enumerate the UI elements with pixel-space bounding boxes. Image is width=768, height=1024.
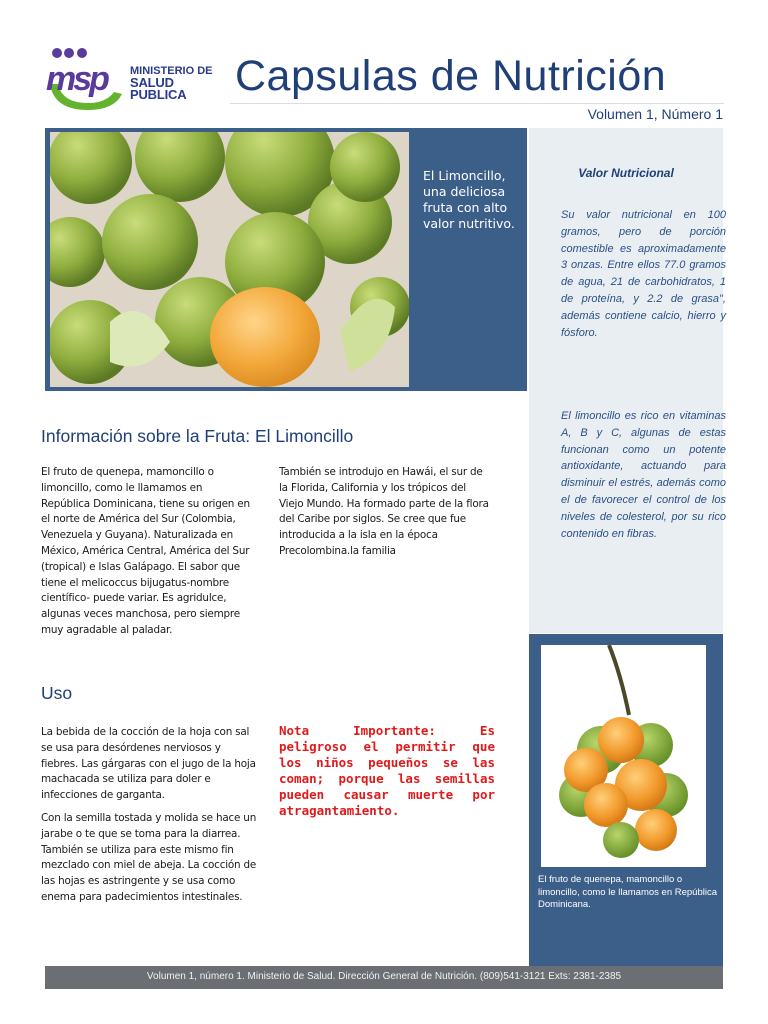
fruit-cluster-illustration bbox=[541, 645, 706, 867]
fruit-info-column-2: También se introdujo en Hawái, el sur de la Florida, California y los trópicos del Viejo Mundo. Ha formado parte de la flora del Caribe por siglos. Se cree que fue introducida a la isla en la época Precolombina.la familia bbox=[279, 466, 489, 557]
issue-number: Volumen 1, Número 1 bbox=[587, 106, 723, 122]
logo-line1: MINISTERIO DE bbox=[130, 65, 213, 77]
nutrition-paragraph: Su valor nutricional en 100 gramos, pero de porción comestible es aproximadamente 3 onzas. Entre ellos 77.0 gramos de agua, 21 de carbohidratos, 1 de proteína, y 2.2 de grasa", además contiene calcio, hierro y fósforo. bbox=[561, 209, 726, 339]
important-note: Nota Importante: Es peligroso el permitir que los niños pequeños se las coman; porque las semillas pueden causar muerte por atragantamiento. bbox=[279, 723, 495, 818]
msp-logo-icon bbox=[44, 46, 130, 112]
logo-letters: msp bbox=[46, 60, 107, 98]
section-title-uso: Uso bbox=[41, 683, 73, 703]
vitamins-paragraph: El limoncillo es rico en vitaminas A, B y C, algunas de estas funcionan como un potente antioxidante, actuando para disminuir el estrés, además como el de favorecer el control de los niveles de colesterol, por su rico contenido en fibras. bbox=[561, 410, 726, 540]
fruit-info-column-1: El fruto de quenepa, mamoncillo o limoncillo, como le llamamos en República Dominicana, tiene su origen en el norte de América del Sur (Colombia, Venezuela y Guyana). Naturalizada en México, América Central, América del Sur (tropical) e Islas Galápago. El sabor que tiene el melicoccus bijugatus-nombre científico- puede variar. Es agridulce, algunas veces manchosa, pero siempre muy agradable al paladar. bbox=[41, 466, 250, 636]
header-rule bbox=[230, 103, 724, 104]
footer-bar bbox=[45, 966, 723, 989]
limoncillo-fruit-photo bbox=[50, 132, 409, 387]
page-title: Capsulas de Nutrición bbox=[235, 52, 667, 100]
fruit-photo-panel bbox=[529, 634, 723, 966]
uso-paragraph-1: La bebida de la cocción de la hoja con sal se usa para desórdenes nerviosos y fiebres. Las gárgaras con el jugo de la hoja machacada se utiliza para doler e infecciones de garganta. bbox=[41, 726, 256, 802]
footer-text: Volumen 1, número 1. Ministerio de Salud. Dirección General de Nutrición. (809)541-3121 Exts: 2381-2385 bbox=[146, 971, 622, 982]
section-title-fruit-info: Información sobre la Fruta: El Limoncillo bbox=[41, 426, 354, 446]
logo-line2: SALUD PUBLICA bbox=[130, 75, 187, 102]
hero-panel bbox=[45, 128, 527, 391]
hero-caption: El Limoncillo, una deliciosa fruta con alto valor nutritivo. bbox=[423, 168, 515, 231]
fruit-illustration bbox=[50, 132, 409, 387]
nutrition-sidebar bbox=[529, 128, 726, 633]
photo-caption: El fruto de quenepa, mamoncillo o limoncillo, como le llamamos en República Dominicana. bbox=[538, 874, 717, 910]
msp-logo bbox=[44, 46, 219, 112]
sidebar-title: Valor Nutricional bbox=[578, 166, 674, 180]
uso-paragraph-2: Con la semilla tostada y molida se hace un jarabe o te que se toma para la diarrea. También se utiliza para este mismo fin mezclado con miel de abeja. La cocción de las hojas es astringente y se usa como enema para padecimientos intestinales. bbox=[41, 812, 257, 903]
logo-ministry-name bbox=[130, 65, 225, 101]
quenepa-cluster-photo bbox=[541, 645, 706, 867]
